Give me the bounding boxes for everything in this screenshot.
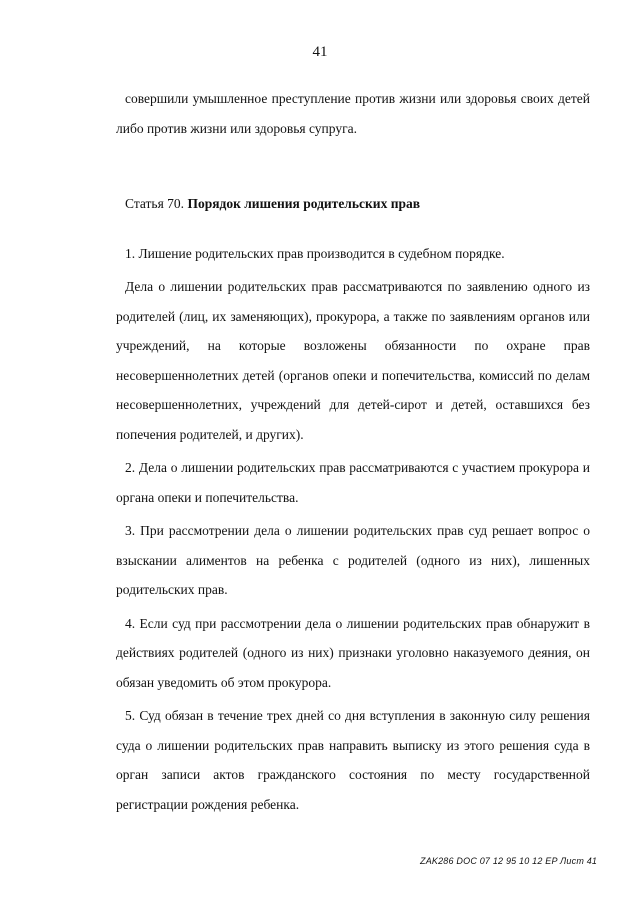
document-footer: ZAK286 DOC 07 12 95 10 12 EP Лист 41: [420, 856, 598, 866]
page-number: 41: [312, 44, 328, 60]
article-heading: [116, 189, 590, 219]
paragraph-1: 1. Лишение родительских прав производится в судебном порядке.: [125, 245, 505, 261]
article-title: Порядок лишения родительских прав: [187, 196, 421, 211]
intro-line-2: либо против жизни или здоровья супруга.: [116, 120, 357, 136]
paragraph-2: 2. Дела о лишении родительских прав рассматриваются с участием прокурора и органа опеки и попечительства.: [116, 460, 590, 505]
article-number: Статья 70.: [125, 196, 185, 211]
paragraph-5: 5. Суд обязан в течение трех дней со дня вступления в законную силу решения суда о лишении родительских прав направить выписку из этого решения суда в орган записи актов гражданского состояния по месту государственной регистрации рождения ребенка.: [116, 708, 590, 812]
paragraph-4: 4. Если суд при рассмотрении дела о лишении родительских прав обнаружит в действиях родителей (одного из них) признаки уголовно наказуемого деяния, он обязан уведомить об этом прокурора.: [116, 615, 590, 690]
paragraph-3: 3. При рассмотрении дела о лишении родительских прав суд решает вопрос о взыскании алиментов на ребенка с родителей (одного из них), лишенных родительских прав.: [116, 523, 590, 597]
document-body: [116, 84, 590, 819]
intro-line-1: совершили умышленное преступление против жизни или здоровья своих детей: [125, 91, 590, 106]
paragraph-1-continued: Дела о лишении родительских прав рассматриваются по заявлению одного из родителей (лиц, их заменяющих), прокурора, а также по заявлениям органов или учреждений, на которые возложены обязанности по охране прав несовершеннолетних детей (органов опеки и попечительства, комиссий по делам несовершеннолетних, учреждений для детей-сирот и детей, оставшихся без попечения родителей, и других).: [116, 279, 590, 442]
